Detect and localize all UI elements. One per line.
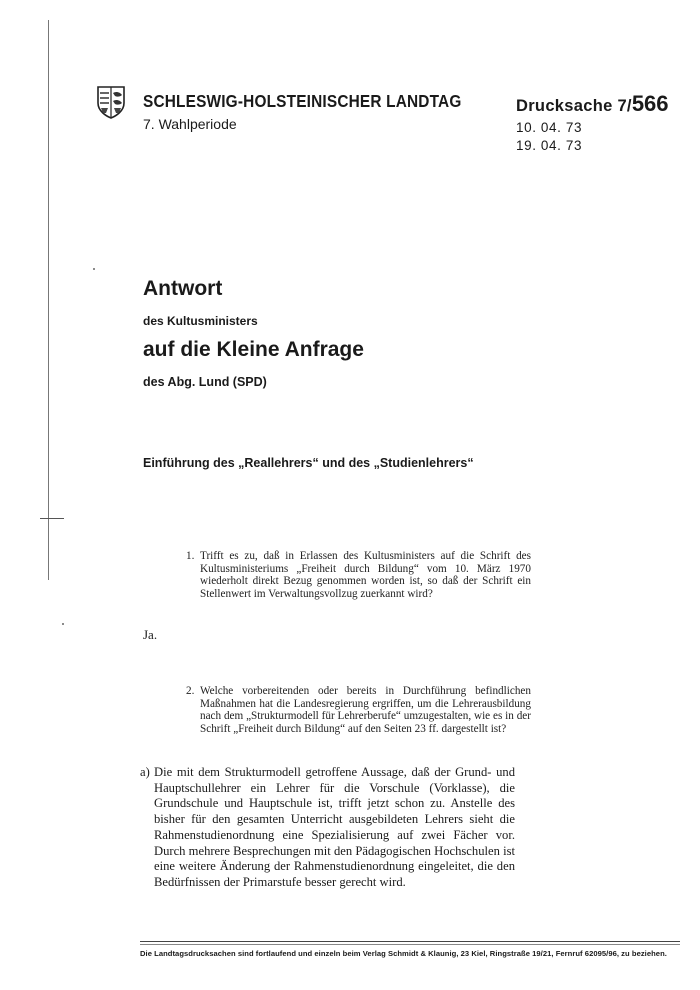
doc-title-kleine-anfrage: auf die Kleine Anfrage — [143, 338, 364, 361]
document-number — [516, 91, 669, 117]
answer-2a — [140, 765, 515, 891]
drucksache-label: Drucksache 7/ — [516, 97, 632, 115]
doc-author: des Kultusministers — [143, 314, 258, 328]
parliament-name: SCHLESWIG-HOLSTEINISCHER LANDTAG — [143, 91, 462, 111]
question-number: 1. — [186, 550, 195, 562]
doc-questioner: des Abg. Lund (SPD) — [143, 375, 267, 389]
footer-note: Die Landtagsdrucksachen sind fortlaufend und einzeln beim Verlag Schmidt & Klaunig, 23 Kiel, Ringstraße 19/21, Fernruf 62095/96, zu beziehen. — [140, 949, 667, 958]
question-number: 2. — [186, 685, 195, 697]
footer-rule — [140, 941, 680, 942]
coat-of-arms-icon — [96, 85, 126, 119]
date-first: 10. 04. 73 — [516, 120, 583, 135]
date-second: 19. 04. 73 — [516, 138, 583, 153]
answer-label: a) — [140, 765, 150, 779]
doc-subject: Einführung des „Reallehrers“ und des „Studienlehrers“ — [143, 456, 474, 470]
drucksache-number: 566 — [631, 91, 669, 116]
question-2 — [186, 685, 531, 735]
footer-rule — [140, 944, 680, 945]
answer-1: Ja. — [143, 627, 158, 642]
question-1 — [186, 550, 531, 600]
margin-mark — [40, 518, 64, 519]
answer-text: Die mit dem Strukturmodell getroffene Aussage, daß der Grund- und Hauptschullehrer ein Lehrer für die Vorschule (Vorklasse), die Grundschule und Hauptschule ist, trifft jetzt schon zu. Anstelle des bisher für den gesamten Unterricht ausgebildeten Lehrers sieht die Rahmenstudienordnung eine Spezialisierung auf zwei Fächer vor. Durch mehrere Besprechungen mit den Pädagogischen Hochschulen ist eine weitere Änderung der Rahmenstudienordnung eingeleitet, die den Bedürfnissen der Primarstufe besser gerecht wird. — [154, 765, 515, 889]
question-text: Welche vorbereitenden oder bereits in Durchführung befindlichen Maßnahmen hat die Landesregierung ergriffen, um die Lehrerausbildung nach dem „Strukturmodell für Lehrerberufe“ umzugestalten, wie es in der Schrift „Freiheit durch Bildung“ auf den Seiten 23 ff. dargestellt ist? — [200, 685, 531, 735]
legislative-period: 7. Wahlperiode — [143, 116, 237, 132]
scan-speck — [62, 623, 64, 625]
question-text: Trifft es zu, daß in Erlassen des Kultusministers auf die Schrift des Kultusministeriums „Freiheit durch Bildung“ vom 10. März 1970 wiederholt direkt Bezug genommen worden ist, so daß der Schrift ein Stellenwert im Verwaltungsvollzug zuerkannt wird? — [200, 550, 531, 600]
doc-title-antwort: Antwort — [143, 277, 223, 300]
margin-line — [48, 20, 49, 580]
scan-speck — [93, 268, 95, 270]
